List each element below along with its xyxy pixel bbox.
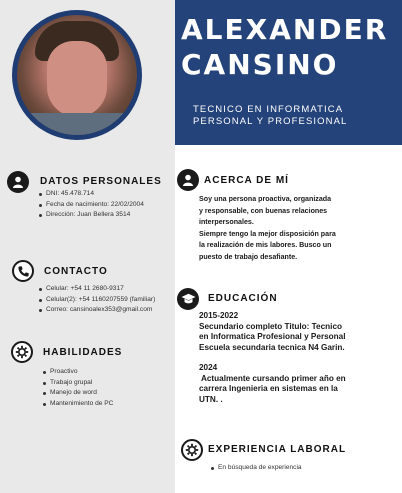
contact-list	[38, 284, 155, 316]
job-subtitle	[193, 104, 398, 128]
photo-face	[47, 41, 107, 117]
photo-shirt	[17, 113, 137, 135]
profile-photo	[17, 15, 137, 135]
person-name	[181, 12, 401, 82]
list-item: Fecha de nacimiento: 22/02/2004	[38, 200, 144, 211]
about-line: Siempre tengo la mejor disposición para	[199, 229, 336, 238]
name-line-2: CANSINO	[181, 48, 339, 81]
about-line: Soy una persona proactiva, organizada	[199, 195, 332, 203]
about-text	[199, 194, 384, 264]
personal-data-list	[38, 189, 144, 221]
education-line: Escuela secundaria tecnica N4 Garin.	[199, 342, 345, 352]
education-line: en Informatica Profesional y Personal	[199, 332, 346, 341]
list-item: Proactivo	[42, 367, 113, 378]
list-item: Correo: cansinoalex353@gmail.com	[38, 305, 155, 316]
personal-data-title: DATOS PERSONALES	[40, 176, 162, 187]
education-title: EDUCACIÓN	[208, 293, 278, 304]
list-item: Trabajo grupal	[42, 378, 113, 389]
name-line-1: ALEXANDER	[181, 13, 389, 46]
skills-list	[42, 367, 113, 409]
about-line: puesto de trabajo desafiante.	[199, 252, 298, 261]
subtitle-line-2: PERSONAL Y PROFESIONAL	[193, 116, 348, 127]
about-title: ACERCA DE MÍ	[204, 175, 289, 186]
list-item: Mantenimiento de PC	[42, 399, 113, 410]
education-line: 2024	[199, 363, 218, 372]
experience-list	[210, 463, 302, 474]
education-entry	[199, 363, 389, 405]
gear-icon	[181, 439, 203, 461]
skills-title: HABILIDADES	[43, 347, 123, 358]
list-item: Celular: +54 11 2680-9317	[38, 284, 155, 295]
education-entry	[199, 311, 389, 353]
education-line: UTN. .	[199, 394, 223, 404]
person-icon	[7, 171, 29, 193]
list-item: Dirección: Juan Bellera 3514	[38, 210, 144, 221]
list-item: Manejo de word	[42, 388, 113, 399]
education-line: Secundario completo Titulo: Tecnico	[199, 321, 342, 331]
subtitle-line-1: TECNICO EN INFORMATICA	[193, 104, 344, 115]
person-icon	[177, 169, 199, 191]
contact-title: CONTACTO	[44, 266, 108, 277]
gear-icon	[11, 341, 33, 363]
experience-title: EXPERIENCIA LABORAL	[208, 444, 347, 455]
list-item: En búsqueda de experiencia	[210, 463, 302, 474]
about-line: y responsable, con buenas relaciones	[199, 206, 328, 215]
education-line: Actualmente cursando primer año en	[199, 373, 346, 383]
graduation-cap-icon	[177, 288, 199, 310]
about-line: la realización de mis labores. Busco un	[199, 241, 332, 250]
education-line: carrera Ingenieria en sistemas en la	[199, 384, 338, 393]
list-item: DNI: 45.478.714	[38, 189, 144, 200]
education-line: 2015-2022	[199, 311, 239, 320]
list-item: Celular(2): +54 1160207559 (familiar)	[38, 295, 155, 306]
about-line: interpersonales.	[199, 218, 254, 227]
phone-icon	[12, 260, 34, 282]
